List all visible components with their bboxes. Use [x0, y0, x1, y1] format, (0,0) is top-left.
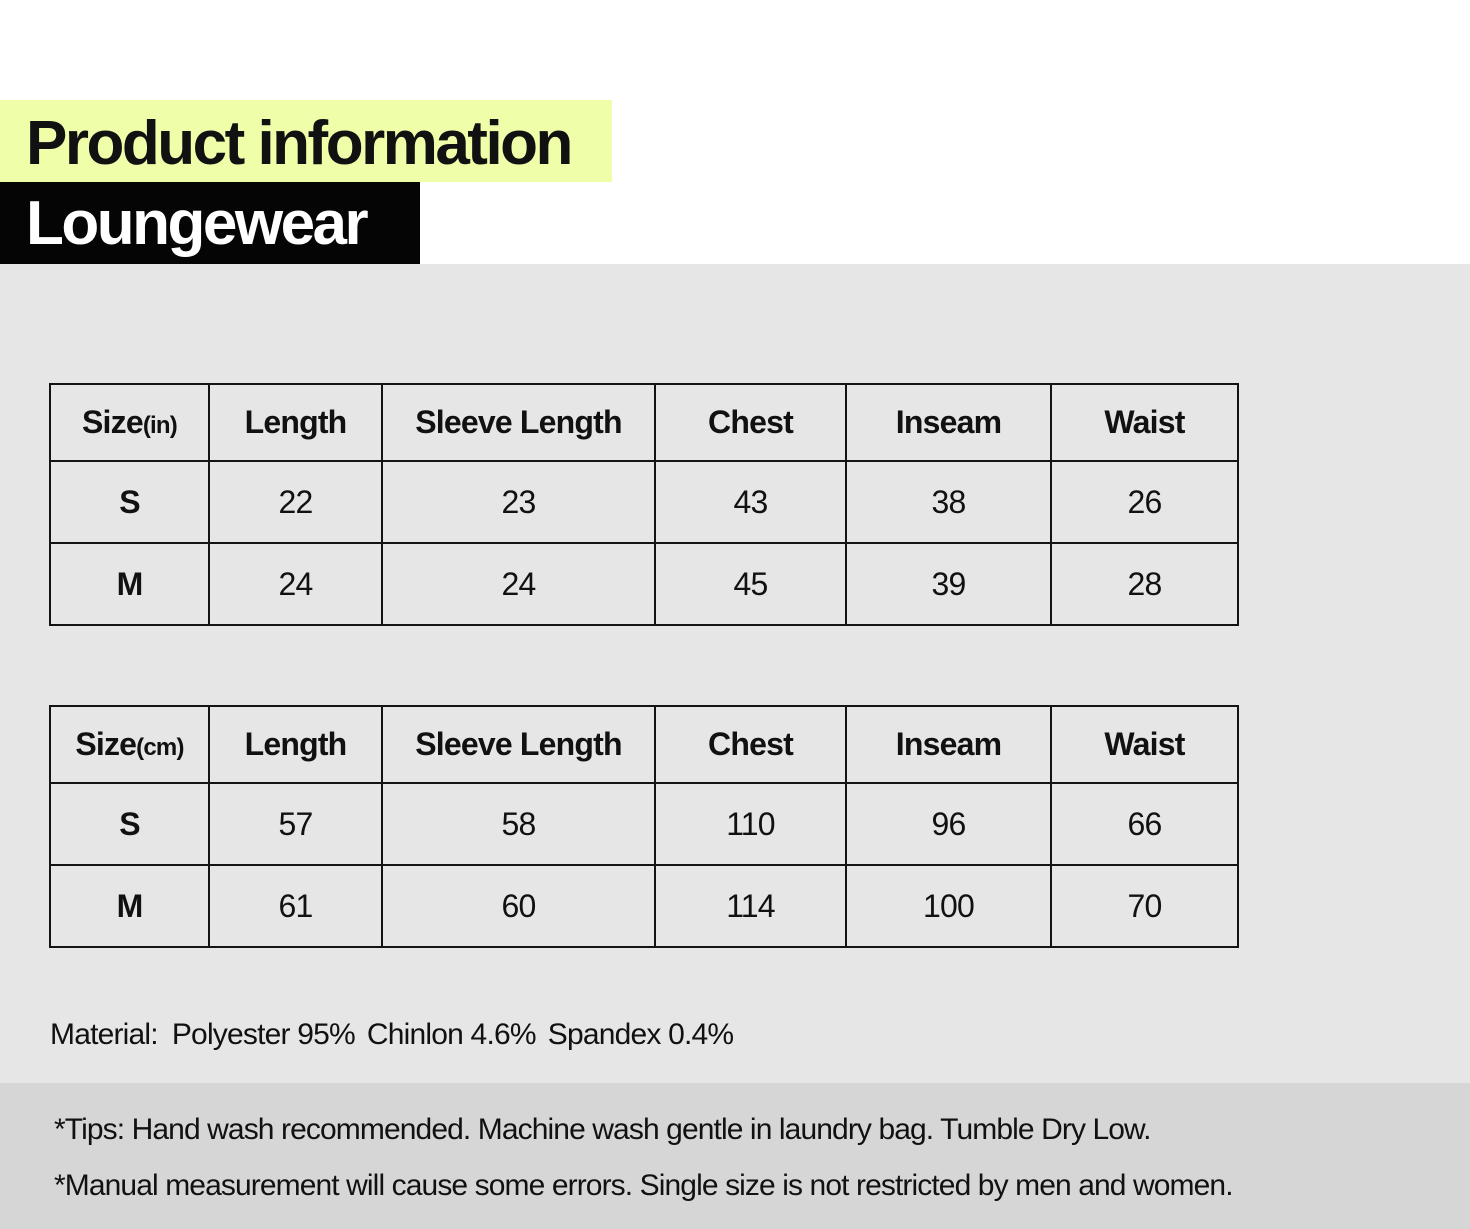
header-length: Length	[209, 384, 382, 461]
table-row	[50, 543, 1238, 625]
size-label: Size	[75, 726, 137, 762]
waist-cell: 66	[1051, 783, 1238, 865]
size-cell: M	[50, 865, 209, 947]
chest-cell: 45	[655, 543, 846, 625]
unit-label: (in)	[142, 412, 177, 439]
care-tip: *Tips: Hand wash recommended. Machine wash gentle in laundry bag. Tumble Dry Low.	[54, 1113, 1151, 1146]
sleeve-length-cell: 23	[382, 461, 655, 543]
size-cell: S	[50, 783, 209, 865]
chest-cell: 110	[655, 783, 846, 865]
size-table-inches	[49, 383, 1239, 626]
size-cell: S	[50, 461, 209, 543]
table-row	[50, 461, 1238, 543]
header-chest: Chest	[655, 384, 846, 461]
length-cell: 22	[209, 461, 382, 543]
header-inseam: Inseam	[846, 384, 1051, 461]
page-title: Product information	[26, 109, 571, 178]
size-cell: M	[50, 543, 209, 625]
page-subtitle: Loungewear	[26, 189, 367, 258]
header-sleeve-length: Sleeve Length	[382, 706, 655, 783]
tips-panel	[0, 1083, 1470, 1229]
material-item: Spandex 0.4%	[547, 1018, 734, 1051]
material-label: Material:	[50, 1018, 158, 1051]
waist-cell: 28	[1051, 543, 1238, 625]
header-waist: Waist	[1051, 706, 1238, 783]
length-cell: 24	[209, 543, 382, 625]
header-inseam: Inseam	[846, 706, 1051, 783]
size-label: Size	[82, 404, 143, 440]
header-waist: Waist	[1051, 384, 1238, 461]
header-chest: Chest	[655, 706, 846, 783]
inseam-cell: 38	[846, 461, 1051, 543]
material-item: Chinlon 4.6%	[366, 1018, 536, 1051]
measurement-note: *Manual measurement will cause some errors. Single size is not restricted by men and women.	[54, 1169, 1233, 1202]
sleeve-length-cell: 60	[382, 865, 655, 947]
header-length: Length	[209, 706, 382, 783]
chest-cell: 114	[655, 865, 846, 947]
table-header-row	[50, 706, 1238, 783]
material-item: Polyester 95%	[171, 1018, 355, 1051]
length-cell: 61	[209, 865, 382, 947]
length-cell: 57	[209, 783, 382, 865]
chest-cell: 43	[655, 461, 846, 543]
inseam-cell: 39	[846, 543, 1051, 625]
table-row	[50, 865, 1238, 947]
waist-cell: 70	[1051, 865, 1238, 947]
header-size	[50, 706, 209, 783]
material-line	[50, 1014, 745, 1056]
header-sleeve-length: Sleeve Length	[382, 384, 655, 461]
sleeve-length-cell: 58	[382, 783, 655, 865]
inseam-cell: 100	[846, 865, 1051, 947]
waist-cell: 26	[1051, 461, 1238, 543]
unit-label: (cm)	[136, 734, 184, 761]
inseam-cell: 96	[846, 783, 1051, 865]
sleeve-length-cell: 24	[382, 543, 655, 625]
table-row	[50, 783, 1238, 865]
size-table-centimeters	[49, 705, 1239, 948]
table-header-row	[50, 384, 1238, 461]
header-size	[50, 384, 209, 461]
